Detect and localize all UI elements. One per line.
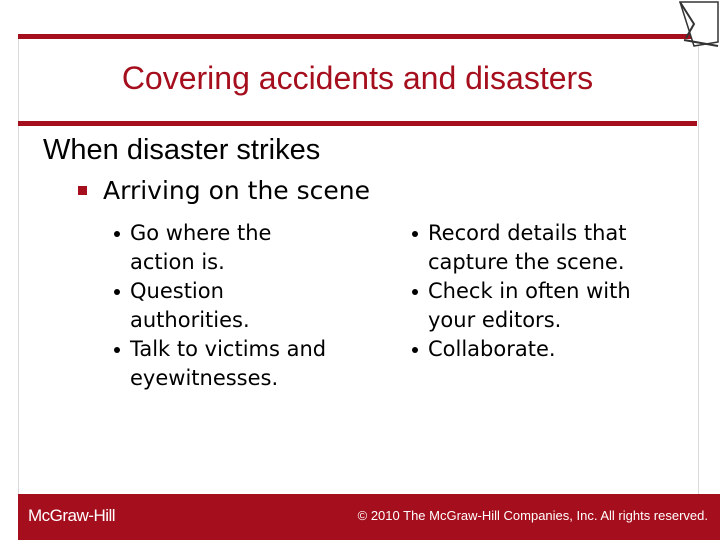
list-item-line: Collaborate. <box>428 337 556 361</box>
list-item-line: Check in often with <box>428 279 631 303</box>
list-item-line: authorities. <box>130 308 250 332</box>
list-item <box>410 335 705 364</box>
list-item-line: Record details that <box>428 221 627 245</box>
round-bullet-icon <box>114 289 120 295</box>
round-bullet-icon <box>412 231 418 237</box>
list-item <box>112 335 402 393</box>
round-bullet-icon <box>412 347 418 353</box>
right-bullet-column <box>410 219 705 364</box>
list-item-line: capture the scene. <box>428 250 625 274</box>
top-rule <box>18 34 708 39</box>
list-item-line: Talk to victims and <box>130 337 327 361</box>
left-bullet-column <box>112 219 402 393</box>
list-item-line: your editors. <box>428 308 562 332</box>
copyright-notice: © 2010 The McGraw-Hill Companies, Inc. All rights reserved. <box>357 508 708 523</box>
list-item-line: eyewitnesses. <box>130 366 279 390</box>
level-1-heading: When disaster strikes <box>43 134 321 166</box>
title-rule <box>18 121 697 126</box>
list-item-line: action is. <box>130 250 225 274</box>
slide-title: Covering accidents and disasters <box>121 60 594 96</box>
list-item-line: Question <box>130 279 224 303</box>
list-item <box>112 219 402 277</box>
round-bullet-icon <box>114 347 120 353</box>
level-2-heading-text: Arriving on the scene <box>103 176 371 205</box>
publisher-logo: McGraw-Hill <box>28 506 116 525</box>
list-item <box>410 219 705 277</box>
list-item-line: Go where the <box>130 221 272 245</box>
round-bullet-icon <box>114 231 120 237</box>
list-item <box>410 277 705 335</box>
square-bullet-icon <box>78 186 87 195</box>
round-bullet-icon <box>412 289 418 295</box>
list-item <box>112 277 402 335</box>
page-curl-icon <box>672 0 720 48</box>
